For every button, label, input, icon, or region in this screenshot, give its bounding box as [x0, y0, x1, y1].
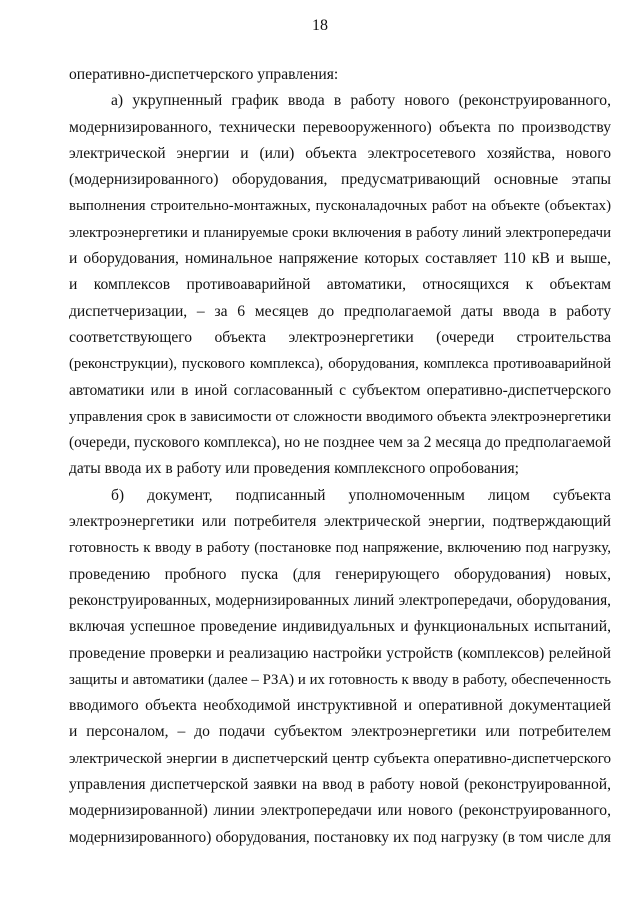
- text-line: оперативно-диспетчерского управления:: [69, 66, 339, 83]
- text-line: (очереди, пускового комплекса), но не позднее чем за 2 месяца до предполагаемой: [69, 434, 611, 452]
- text-line: (модернизированного) оборудования, предусматривающий основные этапы: [69, 171, 611, 189]
- text-line: модернизированной) линии электропередачи или нового (реконструированного,: [69, 802, 611, 820]
- text-line: вводимого объекта необходимой инструктивной и оперативной документацией: [69, 697, 611, 715]
- text-line: а) укрупненный график ввода в работу нового (реконструированного,: [111, 92, 611, 110]
- text-line: модернизированного) оборудования, постановку их под нагрузку (в том числе для: [69, 828, 611, 846]
- document-body: [69, 62, 611, 851]
- text-line: электроэнергетики и планируемые сроки включения в работу линий электропередачи: [69, 224, 611, 241]
- text-line: и персоналом, – до подачи субъектом электроэнергетики или потребителем: [69, 723, 611, 741]
- text-line: готовность к вводу в работу (постановке под напряжение, включению под нагрузку,: [69, 540, 611, 557]
- page-number: 18: [312, 17, 328, 34]
- text-line: автоматики или в иной согласованный с субъектом оперативно-диспетчерского: [69, 381, 611, 399]
- text-line: диспетчеризации, – за 6 месяцев до предполагаемой даты ввода в работу: [69, 302, 611, 320]
- text-line: проведение проверки и реализацию настройки устройств (комплексов) релейной: [69, 644, 611, 662]
- text-line: выполнения строительно-монтажных, пусконаладочных работ на объекте (объектах): [69, 198, 611, 215]
- text-line: соответствующего объекта электроэнергетики (очереди строительства: [69, 328, 611, 346]
- text-line: (реконструкции), пускового комплекса), оборудования, комплекса противоаварийной: [69, 356, 611, 373]
- text-line: реконструированных, модернизированных линий электропередачи, оборудования,: [69, 591, 611, 609]
- text-line: управления диспетчерской заявки на ввод в работу новой (реконструированной,: [69, 776, 611, 794]
- text-line: модернизированного, технически перевооруженного) объекта по производству: [69, 118, 611, 136]
- text-line: включая успешное проведение индивидуальных и функциональных испытаний,: [69, 618, 611, 636]
- text-line: б) документ, подписанный уполномоченным лицом субъекта: [111, 486, 611, 504]
- text-line: электрической энергии и (или) объекта электросетевого хозяйства, нового: [69, 144, 611, 162]
- text-line: электроэнергетики или потребителя электрической энергии, подтверждающий: [69, 513, 611, 531]
- text-line: и комплексов противоаварийной автоматики, относящихся к объектам: [69, 276, 611, 294]
- text-line: защиты и автоматики (далее – РЗА) и их готовность к вводу в работу, обеспеченность: [69, 671, 611, 688]
- text-line: проведению пробного пуска (для генерирующего оборудования) новых,: [69, 565, 611, 583]
- text-line: управления срок в зависимости от сложности вводимого объекта электроэнергетики: [69, 408, 611, 425]
- text-line: даты ввода их в работу или проведения комплексного опробования;: [69, 460, 520, 478]
- text-line: и оборудования, номинальное напряжение которых составляет 110 кВ и выше,: [69, 250, 611, 268]
- text-line: электрической энергии в диспетчерский центр субъекта оперативно-диспетчерского: [69, 750, 611, 767]
